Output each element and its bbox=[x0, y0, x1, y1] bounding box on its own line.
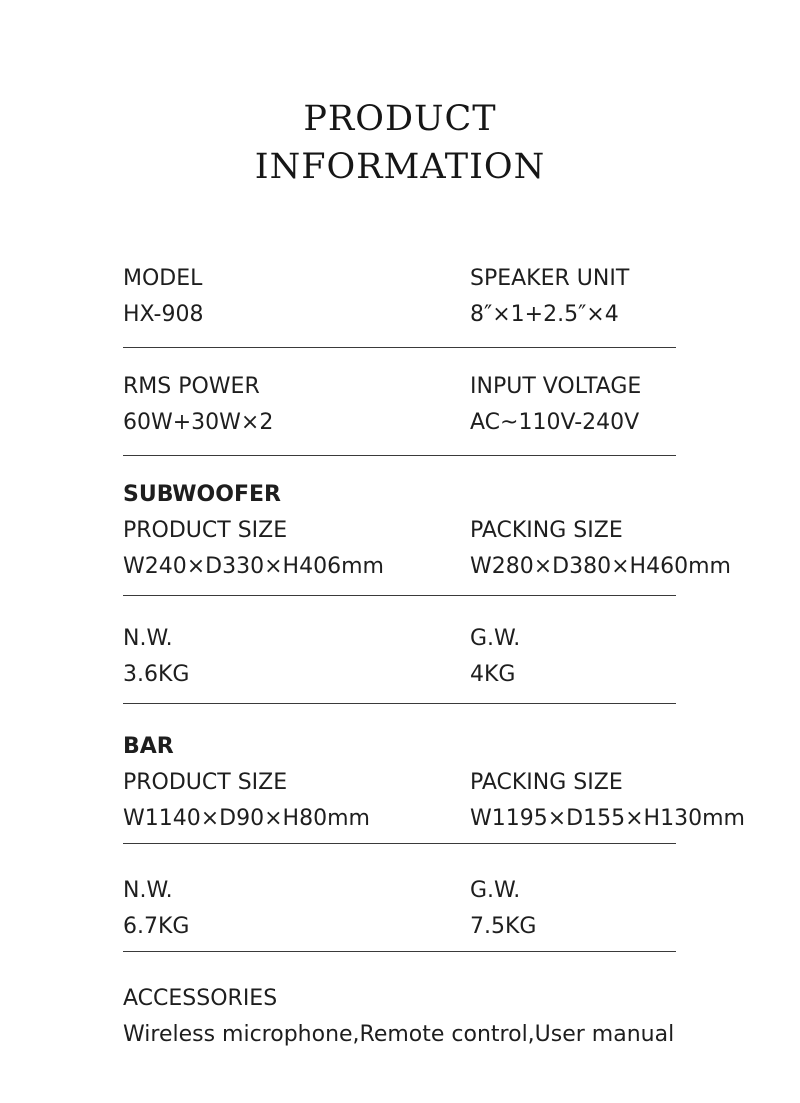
divider bbox=[123, 703, 676, 704]
bar-product-size-label: PRODUCT SIZE bbox=[123, 770, 288, 795]
subwoofer-packing-size-label: PACKING SIZE bbox=[470, 518, 623, 543]
bar-packing-size-value: W1195×D155×H130mm bbox=[470, 806, 745, 831]
divider bbox=[123, 347, 676, 348]
divider bbox=[123, 843, 676, 844]
page-title-line-1: PRODUCT bbox=[303, 99, 497, 139]
bar-heading: BAR bbox=[123, 734, 174, 759]
speaker-unit-label: SPEAKER UNIT bbox=[470, 266, 630, 291]
subwoofer-product-size-label: PRODUCT SIZE bbox=[123, 518, 288, 543]
subwoofer-gw-value: 4KG bbox=[470, 662, 516, 687]
input-voltage-label: INPUT VOLTAGE bbox=[470, 374, 642, 399]
bar-nw-label: N.W. bbox=[123, 878, 173, 903]
accessories-value: Wireless microphone,Remote control,User manual bbox=[123, 1022, 675, 1047]
rms-power-label: RMS POWER bbox=[123, 374, 260, 399]
model-value: HX-908 bbox=[123, 302, 204, 327]
rms-power-value: 60W+30W×2 bbox=[123, 410, 274, 435]
divider bbox=[123, 951, 676, 952]
bar-nw-value: 6.7KG bbox=[123, 914, 190, 939]
subwoofer-heading: SUBWOOFER bbox=[123, 482, 281, 507]
subwoofer-product-size-value: W240×D330×H406mm bbox=[123, 554, 384, 579]
divider bbox=[123, 595, 676, 596]
accessories-label: ACCESSORIES bbox=[123, 986, 278, 1011]
speaker-unit-value: 8″×1+2.5″×4 bbox=[470, 302, 619, 327]
subwoofer-gw-label: G.W. bbox=[470, 626, 521, 651]
input-voltage-value: AC~110V-240V bbox=[470, 410, 640, 435]
bar-product-size-value: W1140×D90×H80mm bbox=[123, 806, 370, 831]
subwoofer-packing-size-value: W280×D380×H460mm bbox=[470, 554, 731, 579]
subwoofer-nw-label: N.W. bbox=[123, 626, 173, 651]
subwoofer-nw-value: 3.6KG bbox=[123, 662, 190, 687]
bar-gw-value: 7.5KG bbox=[470, 914, 537, 939]
page-title-line-2: INFORMATION bbox=[254, 147, 546, 187]
model-label: MODEL bbox=[123, 266, 203, 291]
divider bbox=[123, 455, 676, 456]
bar-packing-size-label: PACKING SIZE bbox=[470, 770, 623, 795]
bar-gw-label: G.W. bbox=[470, 878, 521, 903]
